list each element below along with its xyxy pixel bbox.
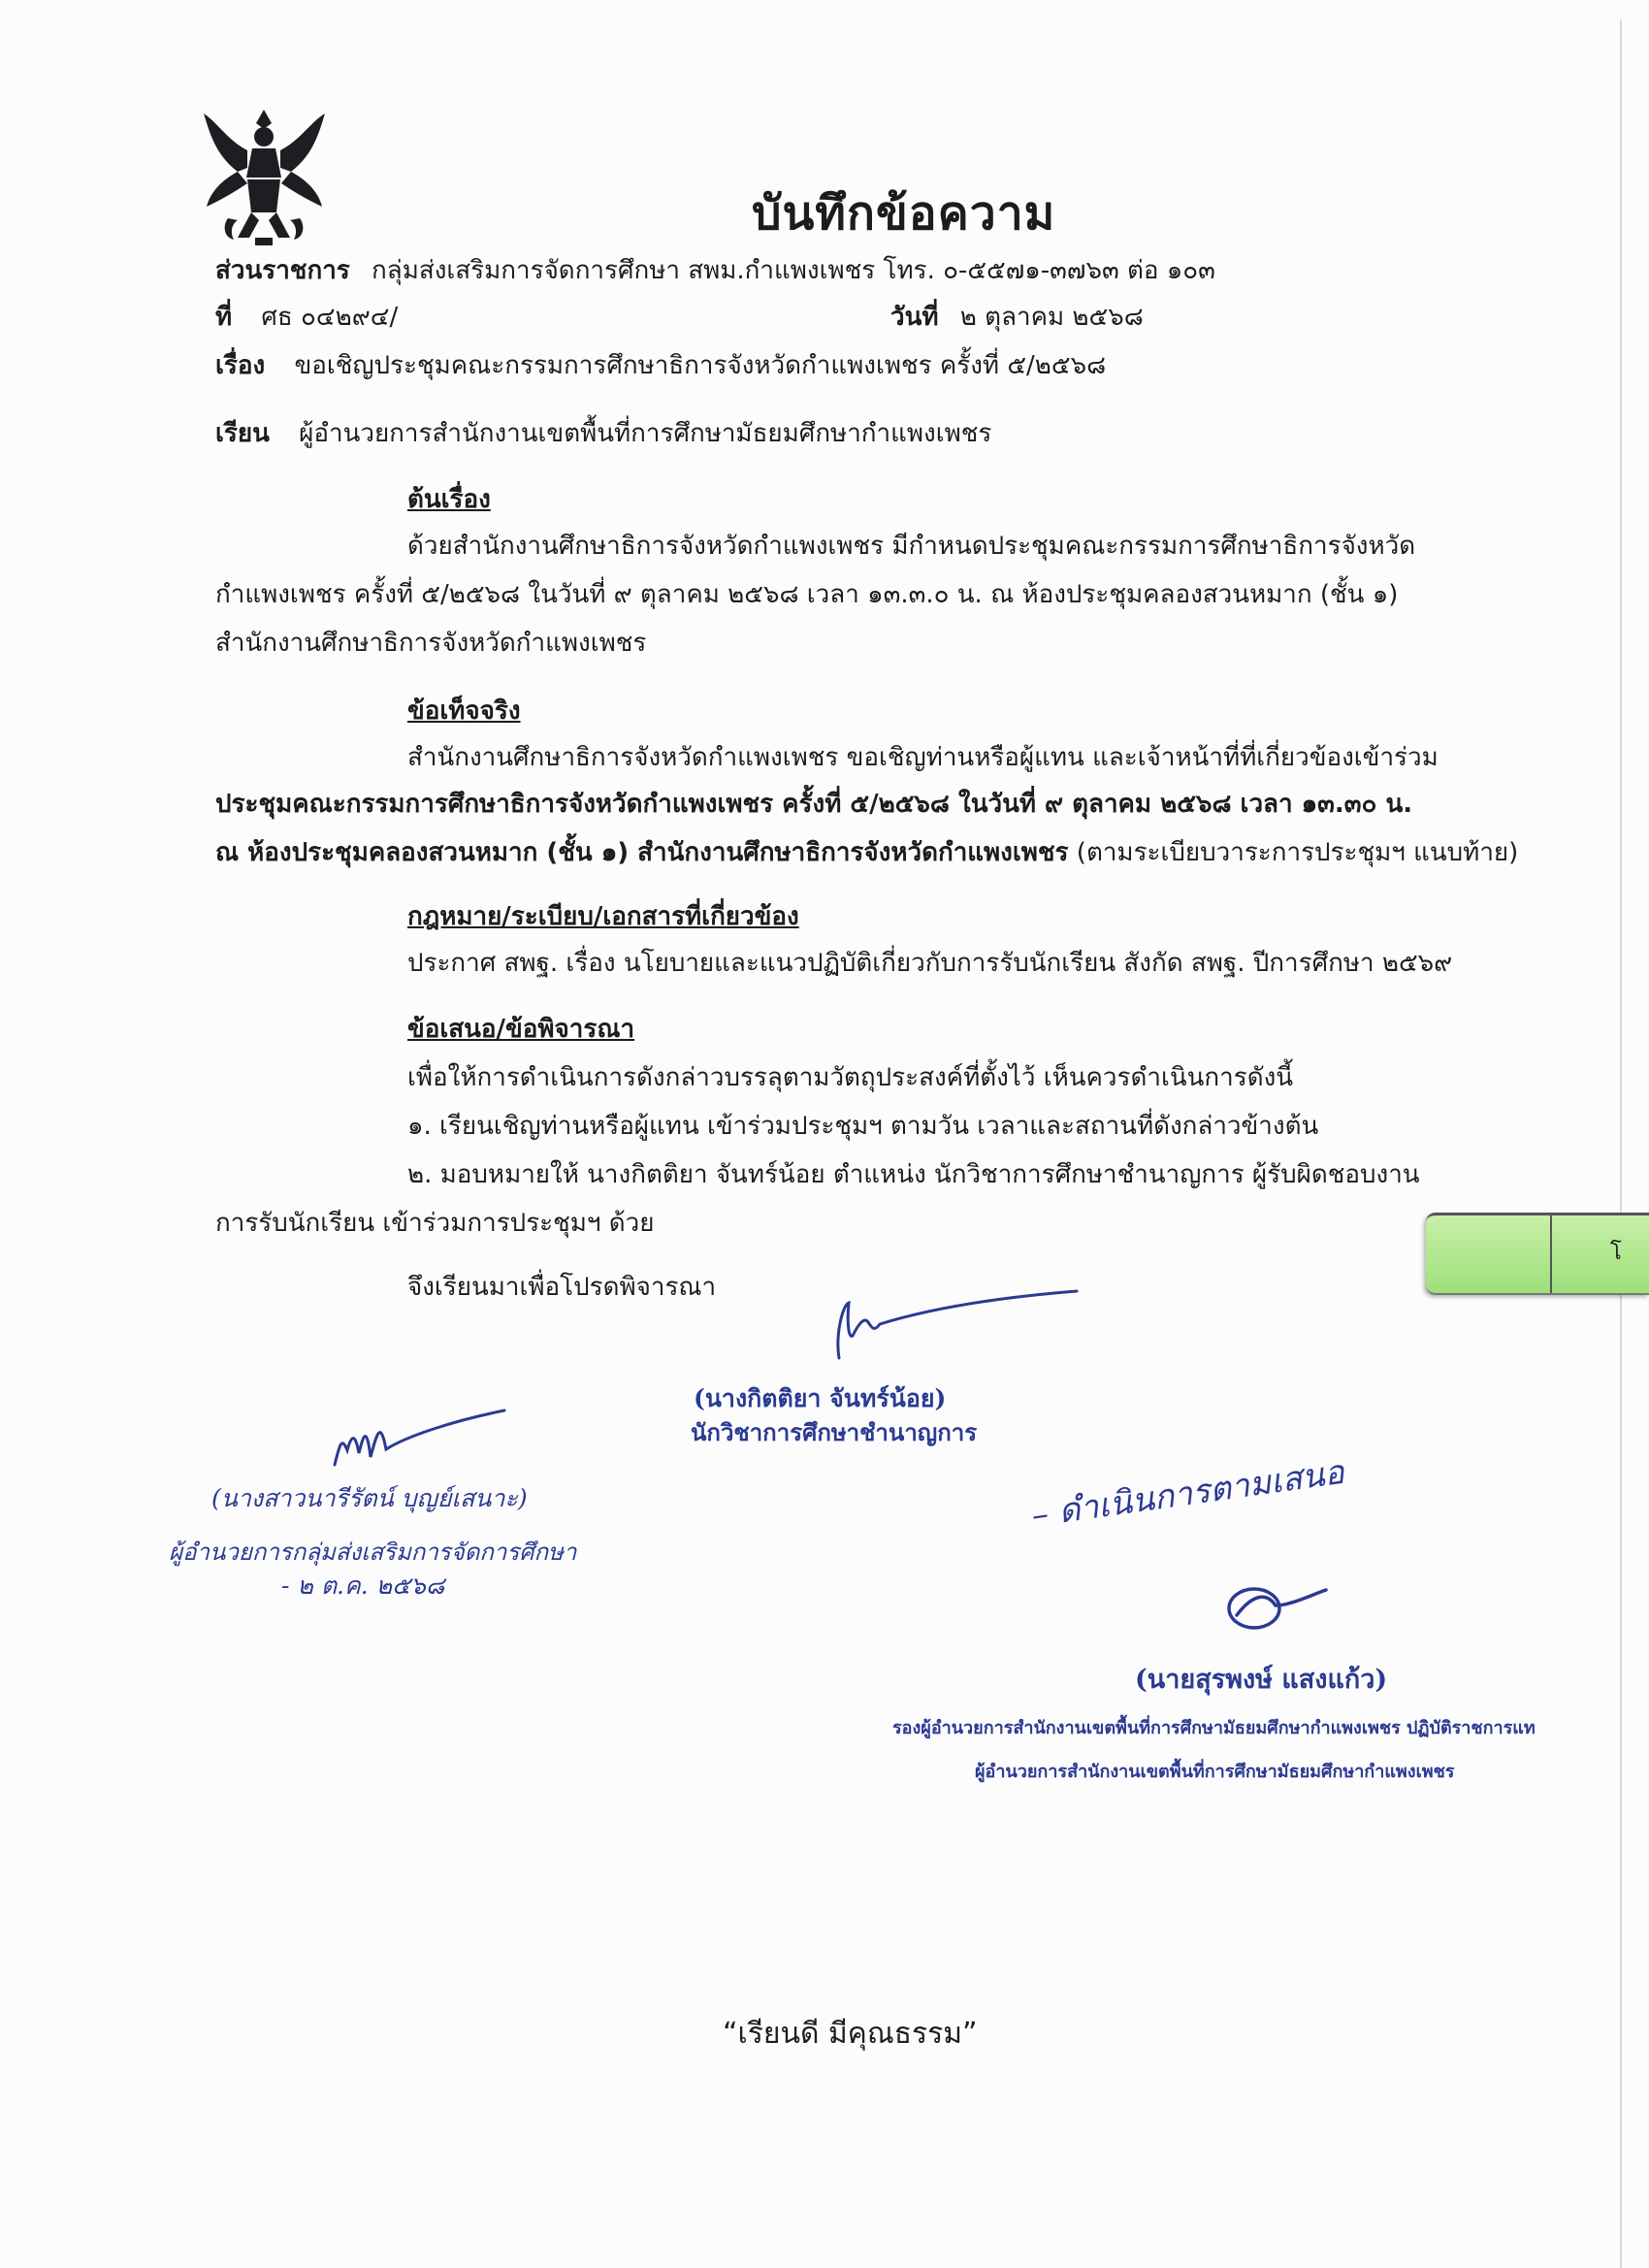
signature-scribble-3 — [1217, 1576, 1334, 1639]
tab-divider — [1550, 1215, 1552, 1293]
memo-title: บันทึกข้อความ — [752, 186, 1056, 241]
body-line: สำนักงานศึกษาธิการจังหวัดกำแพงเพชร — [215, 629, 647, 658]
body-line: สำนักงานศึกษาธิการจังหวัดกำแพงเพชร ขอเชิญท่านหรือผู้แทน และเจ้าหน้าที่ที่เกี่ยวข้องเข้าร่วม — [407, 743, 1439, 772]
agency-value: กลุ่มส่งเสริมการจัดการศึกษา สพม.กำแพงเพชร โทร. ๐-๕๕๗๑-๓๗๖๓ ต่อ ๑๐๓ — [372, 256, 1215, 285]
signature-scribble-2 — [320, 1407, 514, 1479]
number-value: ศธ ๐๔๒๙๔/ — [261, 303, 399, 332]
signer-1-name: (นางกิตติยา จันทร์น้อย) — [694, 1384, 947, 1412]
closing-line: จึงเรียนมาเพื่อโปรดพิจารณา — [407, 1273, 717, 1302]
body-line: การรับนักเรียน เข้าร่วมการประชุมฯ ด้วย — [215, 1209, 655, 1238]
signer-3-position-2: ผู้อำนวยการสำนักงานเขตพื้นที่การศึกษามัธยมศึกษากำแพงเพชร — [975, 1762, 1455, 1782]
number-label: ที่ — [215, 303, 233, 332]
body-line: ประกาศ สพฐ. เรื่อง นโยบายและแนวปฏิบัติเกี่ยวกับการรับนักเรียน สังกัด สพฐ. ปีการศึกษา ๒๕๖๙ — [407, 949, 1453, 978]
section-heading-proposal: ข้อเสนอ/ข้อพิจารณา — [407, 1015, 635, 1044]
body-line: ๑. เรียนเชิญท่านหรือผู้แทน เข้าร่วมประชุมฯ ตามวัน เวลาและสถานที่ดังกล่าวข้างต้น — [407, 1112, 1319, 1141]
handwritten-note: – ดำเนินการตามเสนอ — [1029, 1452, 1347, 1536]
section-heading-facts: ข้อเท็จจริง — [407, 697, 521, 726]
signer-3-position-1: รองผู้อำนวยการสำนักงานเขตพื้นที่การศึกษามัธยมศึกษากำแพงเพชร ปฏิบัติราชการแท — [892, 1718, 1536, 1738]
body-line-bold: ณ ห้องประชุมคลองสวนหมาก (ชั้น ๑) สำนักงานศึกษาธิการจังหวัดกำแพงเพชร — [215, 838, 1069, 867]
garuda-emblem — [199, 102, 330, 247]
to-value: ผู้อำนวยการสำนักงานเขตพื้นที่การศึกษามัธยมศึกษากำแพงเพชร — [299, 419, 992, 448]
page-edge — [1620, 19, 1622, 2268]
section-heading-regulations: กฎหมาย/ระเบียบ/เอกสารที่เกี่ยวข้อง — [407, 902, 799, 931]
body-line: ด้วยสำนักงานศึกษาธิการจังหวัดกำแพงเพชร มีกำหนดประชุมคณะกรรมการศึกษาธิการจังหวัด — [407, 532, 1416, 561]
date-label: วันที่ — [890, 303, 939, 332]
subject-label: เรื่อง — [215, 351, 266, 380]
signature-scribble-1 — [820, 1285, 1082, 1363]
body-line: เพื่อให้การดำเนินการดังกล่าวบรรลุตามวัตถุประสงค์ที่ตั้งไว้ เห็นควรดำเนินการดังนี้ — [407, 1063, 1294, 1092]
signer-2-date: - ๒ ต.ค. ๒๕๖๘ — [281, 1571, 445, 1600]
signer-1-position: นักวิชาการศึกษาชำนาญการ — [691, 1418, 978, 1446]
subject-value: ขอเชิญประชุมคณะกรรมการศึกษาธิการจังหวัดกำแพงเพชร ครั้งที่ ๕/๒๕๖๘ — [294, 351, 1107, 380]
sticky-tab — [1426, 1213, 1649, 1295]
section-heading-origin: ต้นเรื่อง — [407, 485, 491, 514]
agency-label: ส่วนราชการ — [215, 256, 350, 285]
tab-mark: โ — [1610, 1241, 1622, 1265]
signer-3-name: (นายสุรพงษ์ แสงแก้ว) — [1135, 1665, 1388, 1695]
to-label: เรียน — [215, 419, 270, 448]
date-value: ๒ ตุลาคม ๒๕๖๘ — [959, 303, 1144, 332]
signer-2-position: ผู้อำนวยการกลุ่มส่งเสริมการจัดการศึกษา — [169, 1539, 577, 1566]
body-line: ประชุมคณะกรรมการศึกษาธิการจังหวัดกำแพงเพชร ครั้งที่ ๕/๒๕๖๘ ในวันที่ ๙ ตุลาคม ๒๕๖๘ เวลา ๑๓.๓๐ น. — [215, 790, 1413, 819]
footer-motto: “เรียนดี มีคุณธรรม” — [723, 2017, 978, 2051]
body-line: (ตามระเบียบวาระการประชุมฯ แนบท้าย) — [1068, 838, 1519, 867]
body-line: กำแพงเพชร ครั้งที่ ๕/๒๕๖๘ ในวันที่ ๙ ตุลาคม ๒๕๖๘ เวลา ๑๓.๓.๐ น. ณ ห้องประชุมคลองสวนหมาก (ชั้น ๑) — [215, 580, 1399, 609]
signer-2-name: (นางสาวนารีรัตน์ บุญย์เสนาะ) — [211, 1484, 528, 1512]
body-line: ๒. มอบหมายให้ นางกิตติยา จันทร์น้อย ตำแหน่ง นักวิชาการศึกษาชำนาญการ ผู้รับผิดชอบงาน — [407, 1160, 1420, 1189]
